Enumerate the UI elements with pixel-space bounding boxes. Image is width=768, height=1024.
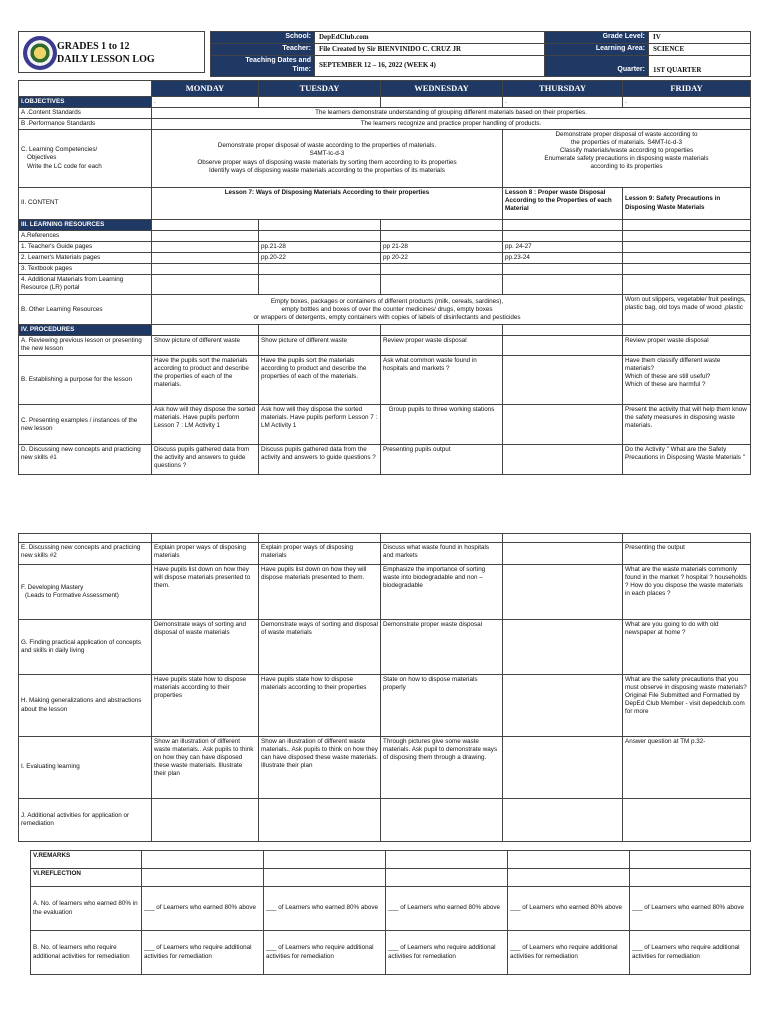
- dates-value: SEPTEMBER 12 – 16, 2022 (WEEK 4): [315, 55, 545, 76]
- proc-a-label: A. Reviewing previous lesson or presenting the new lesson: [19, 336, 152, 356]
- proc-g-fri: What are you going to do with old newspaper at home ?: [623, 620, 751, 675]
- proc-f-tue: Have pupils list down on how they will dispose materials presented to them.: [259, 565, 381, 620]
- competencies-label-1: C. Learning Competencies/: [21, 146, 98, 154]
- empty-cell: [386, 869, 508, 887]
- proc-h-wed: State on how to dispose materials properly: [381, 675, 503, 737]
- reflection-b-label: B. No. of learners who require additional activities for remediation: [31, 931, 142, 975]
- empty-cell: [623, 253, 751, 264]
- empty-cell: [259, 534, 381, 543]
- lesson-log-table-part2: [18, 533, 751, 842]
- header-info-table: [210, 31, 751, 77]
- proc-a-tue: Show picture of different waste: [259, 336, 381, 356]
- area-value: SCIENCE: [649, 43, 751, 55]
- empty-cell: [386, 851, 508, 869]
- reflection-a-wed: ___ of Learners who earned 80% above: [386, 887, 508, 931]
- empty-cell: [503, 543, 623, 565]
- empty-cell: [503, 737, 623, 799]
- empty-cell: [152, 220, 259, 231]
- lesson-8-title: Lesson 8 : Proper waste Disposal According to the Properties of each Material: [503, 188, 623, 220]
- comp-thf-5: according to its properties: [590, 163, 663, 171]
- empty-cell: [623, 264, 751, 275]
- comp-line-4: Identify ways of disposing waste materials according to the properties of its materials: [209, 166, 445, 174]
- comp-code: S4MT-Ic-d-3: [309, 150, 345, 158]
- lm-tue: pp.20-22: [259, 253, 381, 264]
- proc-h-fri-1: What are the safety precautions that you must observe in disposing waste materials?: [625, 676, 747, 692]
- learners-materials-label: 2. Learner's Materials pages: [19, 253, 152, 264]
- proc-g-wed: Demonstrate proper waste disposal: [381, 620, 503, 675]
- proc-a-mon: Show picture of different waste: [152, 336, 259, 356]
- obj-wed: [381, 96, 503, 107]
- proc-i-label: I. Evaluating learning: [19, 737, 152, 799]
- proc-j-label: J. Additional activities for application or remediation: [19, 799, 152, 842]
- empty-cell: [142, 851, 264, 869]
- tg-tue: pp.21-28: [259, 242, 381, 253]
- proc-c-wed: Group pupils to three working stations: [381, 405, 503, 445]
- teacher-label: Teacher:: [211, 43, 315, 55]
- empty-cell: [503, 220, 623, 231]
- empty-cell: [623, 220, 751, 231]
- school-value: DepEdClub.com: [315, 32, 545, 44]
- reflection-b-tue: ___ of Learners who require additional activities for remediation: [264, 931, 386, 975]
- remarks-heading: V.REMARKS: [31, 851, 142, 869]
- proc-c-fri: Present the activity that will help them know the safety measures in disposing waste materials.: [623, 405, 751, 445]
- empty-cell: [259, 220, 381, 231]
- proc-d-label: D. Discussing new concepts and practicing new skills #1: [19, 445, 152, 475]
- empty-cell: [259, 231, 381, 242]
- reflection-b-thu: ___ of Learners who require additional activities for remediation: [508, 931, 630, 975]
- reflection-b-wed: ___ of Learners who require additional activities for remediation: [386, 931, 508, 975]
- comp-line-1: Demonstrate proper disposal of waste according to the properties of materials.: [217, 142, 437, 150]
- proc-e-tue: Explain proper ways of disposing materials: [259, 543, 381, 565]
- empty-cell: [381, 264, 503, 275]
- proc-e-label: E. Discussing new concepts and practicing new skills #2: [19, 543, 152, 565]
- school-label: School:: [211, 32, 315, 44]
- reflection-a-label: A. No. of learners who earned 80% in the evaluation: [31, 887, 142, 931]
- empty-cell: [152, 264, 259, 275]
- empty-cell: [152, 242, 259, 253]
- proc-h-fri-2: Original File Submitted and Formatted by DepEd Club Member - visit depedclub.com for more: [625, 692, 745, 716]
- logo-line-1: GRADES 1 to 12: [57, 41, 130, 52]
- empty-cell: [264, 869, 386, 887]
- grade-label: Grade Level:: [545, 32, 649, 44]
- comp-thf-2: the properties of materials. S4MT-Ic-d-3: [571, 139, 682, 147]
- proc-d-fri: Do the Activity " What are the Safety Precautions in Disposing Waste Materials ": [623, 445, 751, 475]
- lm-thu: pp.23-24: [503, 253, 623, 264]
- empty-cell: [503, 405, 623, 445]
- empty-cell: [152, 231, 259, 242]
- proc-h-fri: [623, 675, 751, 737]
- grade-value: IV: [649, 32, 751, 44]
- proc-e-fri: Presenting the output: [623, 543, 751, 565]
- proc-g-tue: Demonstrate ways of sorting and disposal of waste materials: [259, 620, 381, 675]
- empty-cell: [503, 325, 623, 336]
- reflection-a-mon: ___ of Learners who earned 80% above: [142, 887, 264, 931]
- proc-d-wed: Presenting pupils output: [381, 445, 503, 475]
- empty-cell: [630, 851, 751, 869]
- logo-line-2: DAILY LESSON LOG: [57, 54, 155, 65]
- empty-cell: [503, 275, 623, 295]
- day-tuesday: TUESDAY: [259, 81, 381, 97]
- empty-cell: [623, 325, 751, 336]
- content-standards-label: A .Content Standards: [19, 107, 152, 118]
- proc-e-mon: Explain proper ways of disposing materials: [152, 543, 259, 565]
- empty-cell: [381, 534, 503, 543]
- reflection-a-tue: ___ of Learners who earned 80% above: [264, 887, 386, 931]
- proc-f-mon: Have pupils list down on how they will dispose materials presented to them.: [152, 565, 259, 620]
- proc-b-fri-3: Which of these are harmful ?: [625, 381, 706, 389]
- other-line-2: empty bottles and boxes of over the counter medicines/ drugs, empty boxes: [281, 305, 493, 313]
- empty-cell: [381, 325, 503, 336]
- proc-b-wed: Ask what common waste found in hospitals and markets ?: [381, 356, 503, 405]
- deped-seal-icon: [23, 36, 57, 70]
- empty-cell: [503, 336, 623, 356]
- performance-standards-text: The learners recognize and practice proper handling of products.: [152, 118, 751, 129]
- empty-cell: [630, 869, 751, 887]
- empty-cell: [503, 231, 623, 242]
- logo-title: [57, 40, 155, 66]
- competencies-mon-wed: [152, 130, 503, 188]
- empty-cell: [503, 445, 623, 475]
- day-wednesday: WEDNESDAY: [381, 81, 503, 97]
- proc-i-mon: Show an illustration of different waste materials.. Ask pupils to think on how they can have disposed these waste materials. Illustrate their plan: [152, 737, 259, 799]
- proc-g-mon: Demonstrate ways of sorting and disposal of waste materials: [152, 620, 259, 675]
- empty-cell: [503, 565, 623, 620]
- references-label: A.References: [19, 231, 152, 242]
- competencies-label: [19, 130, 152, 188]
- learning-resources-heading: III. LEARNING RESOURCES: [19, 220, 152, 231]
- lesson-7-title: Lesson 7: Ways of Disposing Materials According to their properties: [152, 188, 503, 220]
- obj-tue: [259, 96, 381, 107]
- empty-cell: [503, 356, 623, 405]
- empty-cell: [142, 869, 264, 887]
- reflection-heading: VI.REFLECTION: [31, 869, 142, 887]
- proc-g-label: G. Finding practical application of concepts and skills in daily living: [19, 620, 152, 675]
- objectives-heading: I.OBJECTIVES: [19, 96, 152, 107]
- empty-cell: [508, 851, 630, 869]
- empty-cell: [623, 275, 751, 295]
- dates-label-1: Teaching Dates and: [245, 56, 311, 64]
- quarter-label: Quarter:: [545, 55, 649, 76]
- lesson-log-table-part1: [18, 80, 751, 475]
- comp-line-3: Observe proper ways of disposing waste materials by sorting them according to its properties: [197, 158, 457, 166]
- day-thursday: THURSDAY: [503, 81, 623, 97]
- competencies-thu-fri: [503, 130, 751, 188]
- empty-cell: [503, 799, 623, 842]
- day-monday: MONDAY: [152, 81, 259, 97]
- tg-thu: pp. 24-27: [503, 242, 623, 253]
- proc-f-label-2: (Leads to Formative Assessment): [25, 592, 119, 599]
- reflection-table: [30, 850, 751, 975]
- reflection-a-thu: ___ of Learners who earned 80% above: [508, 887, 630, 931]
- proc-i-wed: Through pictures give some waste materials. Ask pupil to demonstrate ways of disposing them through a drawing.: [381, 737, 503, 799]
- proc-e-wed: Discuss what waste found in hospitals and markets: [381, 543, 503, 565]
- tg-wed: pp 21-28: [381, 242, 503, 253]
- empty-cell: [264, 851, 386, 869]
- proc-d-mon: Discuss pupils gathered data from the activity and answers to guide questions ?: [152, 445, 259, 475]
- lm-wed: pp 20-22: [381, 253, 503, 264]
- comp-thf-3: Classify materials/waste according to properties: [559, 147, 694, 155]
- proc-c-mon: Ask how will they dispose the sorted materials. Have pupils perform Lesson 7 : LM Activity 1: [152, 405, 259, 445]
- proc-b-fri: [623, 356, 751, 405]
- lesson-9-title: Lesson 9: Safety Precautions in Disposing Waste Materials: [623, 188, 751, 220]
- empty-cell: [19, 534, 152, 543]
- proc-i-tue: Show an illustration of different waste materials.. Ask pupils to think on how they can have disposed these waste materials. Illustrate their plan: [259, 737, 381, 799]
- empty-cell: [152, 534, 259, 543]
- obj-fri: .: [623, 96, 751, 107]
- proc-d-tue: Discuss pupils gathered data from the activity and answers to guide questions ?: [259, 445, 381, 475]
- empty-cell: [259, 325, 381, 336]
- proc-h-mon: Have pupils state how to dispose materials according to their properties: [152, 675, 259, 737]
- proc-b-label: B. Establishing a purpose for the lesson: [19, 356, 152, 405]
- procedures-heading: IV. PROCEDURES: [19, 325, 152, 336]
- reflection-a-fri: ___ of Learners who earned 80% above: [630, 887, 751, 931]
- proc-b-mon: Have the pupils sort the materials according to product and describe the properties of each of the materials.: [152, 356, 259, 405]
- empty-cell: [381, 275, 503, 295]
- empty-cell: [152, 275, 259, 295]
- area-label: Learning Area:: [545, 43, 649, 55]
- teacher-value: File Created by Sir BIENVINIDO C. CRUZ JR: [315, 43, 545, 55]
- competencies-label-3: Write the LC code for each: [27, 162, 102, 170]
- competencies-label-2: Objectives: [27, 154, 57, 162]
- logo-block: [18, 31, 205, 73]
- proc-h-label: H. Making generalizations and abstractions about the lesson: [19, 675, 152, 737]
- empty-cell: [381, 220, 503, 231]
- empty-cell: [623, 231, 751, 242]
- proc-b-tue: Have the pupils sort the materials according to product and describe the properties of each of the materials.: [259, 356, 381, 405]
- reflection-b-mon: ___ of Learners who require additional activities for remediation: [142, 931, 264, 975]
- other-resources-mon-thu: [152, 295, 623, 325]
- proc-b-fri-2: Which of these are still useful?: [625, 373, 711, 381]
- empty-cell: [503, 534, 623, 543]
- empty-cell: [259, 264, 381, 275]
- empty-cell: [623, 534, 751, 543]
- textbook-label: 3. Textbook pages: [19, 264, 152, 275]
- comp-thf-4: Enumerate safety precautions in disposing waste materials: [544, 155, 709, 163]
- comp-thf-1: Demonstrate proper disposal of waste according to: [555, 131, 698, 139]
- empty-cell: [381, 799, 503, 842]
- content-label: II. CONTENT: [19, 188, 152, 220]
- proc-f-label-1: F. Developing Mastery: [21, 583, 84, 591]
- empty-cell: [503, 675, 623, 737]
- proc-f-fri: What are the waste materials commonly found in the market ? hospital ? households ? How do you dispose the waste materials in each places ?: [623, 565, 751, 620]
- proc-b-fri-1: Have them classify different waste materials?: [625, 357, 721, 373]
- performance-standards-label: B .Performance Standards: [19, 118, 152, 129]
- other-line-3: or wrappers of detergents, empty containers with copies of labels of disinfectants and pesticides: [253, 313, 521, 321]
- dates-label: [211, 55, 315, 76]
- other-line-1: Empty boxes, packages or containers of different products (milk, cereals, sardines),: [270, 297, 504, 305]
- proc-c-tue: Ask how will they dispose the sorted materials. Have pupils perform Lesson 7 : LM Activity 1: [259, 405, 381, 445]
- quarter-value: 1ST QUARTER: [649, 55, 751, 76]
- empty-cell: [508, 869, 630, 887]
- proc-f-label: [19, 565, 152, 620]
- empty-cell: [152, 253, 259, 264]
- other-resources-fri: Worn out slippers, vegetable/ fruit peelings, plastic bag, old toys made of wood ,plastic: [623, 295, 751, 325]
- proc-a-wed: Review proper waste disposal: [381, 336, 503, 356]
- empty-cell: [623, 799, 751, 842]
- content-standards-text: The learners demonstrate understanding of grouping different materials based on their properties.: [152, 107, 751, 118]
- reflection-b-fri: ___ of Learners who require additional activities for remediation: [630, 931, 751, 975]
- empty-cell: [503, 620, 623, 675]
- empty-cell: [152, 325, 259, 336]
- empty-cell: [152, 799, 259, 842]
- empty-cell: [503, 264, 623, 275]
- additional-materials-label: 4. Additional Materials from Learning Resource (LR) portal: [19, 275, 152, 295]
- proc-a-fri: Review proper waste disposal: [623, 336, 751, 356]
- empty-cell: [259, 799, 381, 842]
- proc-i-fri: Answer question at TM p.32-: [623, 737, 751, 799]
- dates-label-2: Time:: [292, 65, 311, 73]
- empty-cell: [381, 231, 503, 242]
- obj-thu: .: [503, 96, 623, 107]
- proc-h-tue: Have pupils state how to dispose materials according to their properties: [259, 675, 381, 737]
- obj-mon: .: [152, 96, 259, 107]
- empty-cell: [259, 275, 381, 295]
- teachers-guide-label: 1. Teacher's Guide pages: [19, 242, 152, 253]
- days-corner: [19, 81, 152, 97]
- proc-c-label: C. Presenting examples / instances of the new lesson: [19, 405, 152, 445]
- day-friday: FRIDAY: [623, 81, 751, 97]
- proc-f-wed: Emphasize the importance of sorting waste into biodegradable and non –biodegradable: [381, 565, 503, 620]
- other-resources-label: B. Other Learning Resources: [19, 295, 152, 325]
- empty-cell: [623, 242, 751, 253]
